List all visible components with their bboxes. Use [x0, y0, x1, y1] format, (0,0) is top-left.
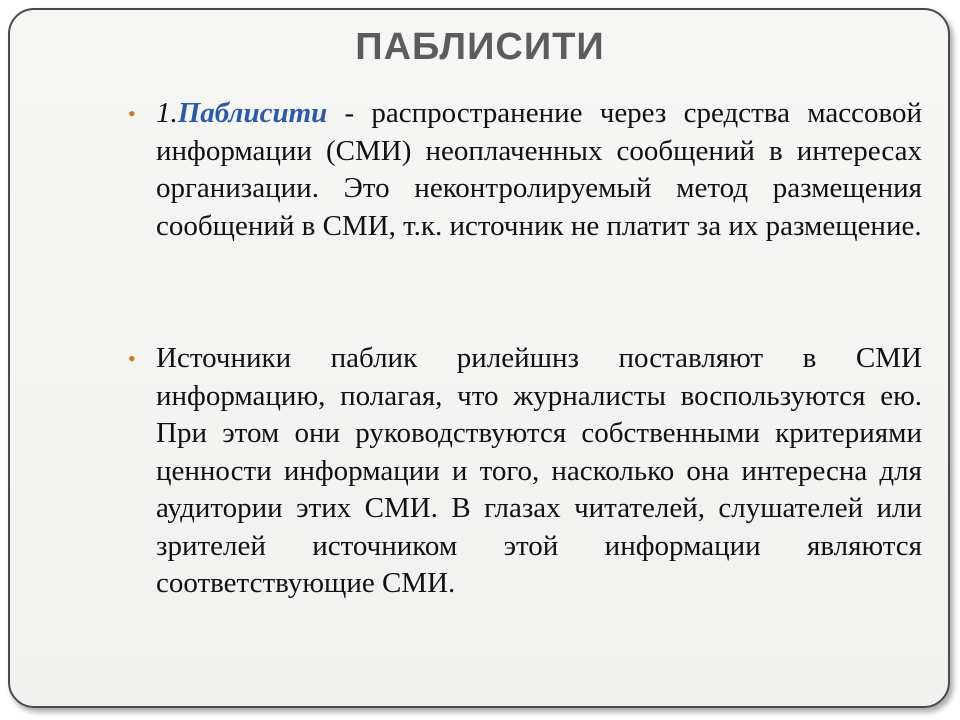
term-number: 1. — [156, 97, 178, 129]
bullet-marker: • — [128, 346, 136, 371]
slide-title: ПАБЛИСИТИ — [355, 26, 605, 68]
definition-text: - распространение через средства массовой информации (СМИ) неоплаченных сообщений в интересах организации. Это неконтролируемый метод размещения сообщений в СМИ, т.к. источник не платит за их размещение. — [156, 97, 922, 242]
bullet-item-2 — [128, 340, 926, 603]
term-publicity: Паблисити — [177, 97, 328, 129]
bullet-text-2: Источники паблик рилейшнз поставляют в СМИ информацию, полагая, что журналисты воспользуются ею. При этом они руководствуются собственными критериями ценности информации и того, насколько она интересна для аудитории этих СМИ. В глазах читателей, слушателей или зрителей источником этой информации являются соответствующие СМИ. — [156, 342, 922, 599]
bullet-item-1 — [128, 95, 926, 245]
bullet-text-1 — [156, 95, 922, 245]
bullet-marker: • — [128, 101, 136, 126]
